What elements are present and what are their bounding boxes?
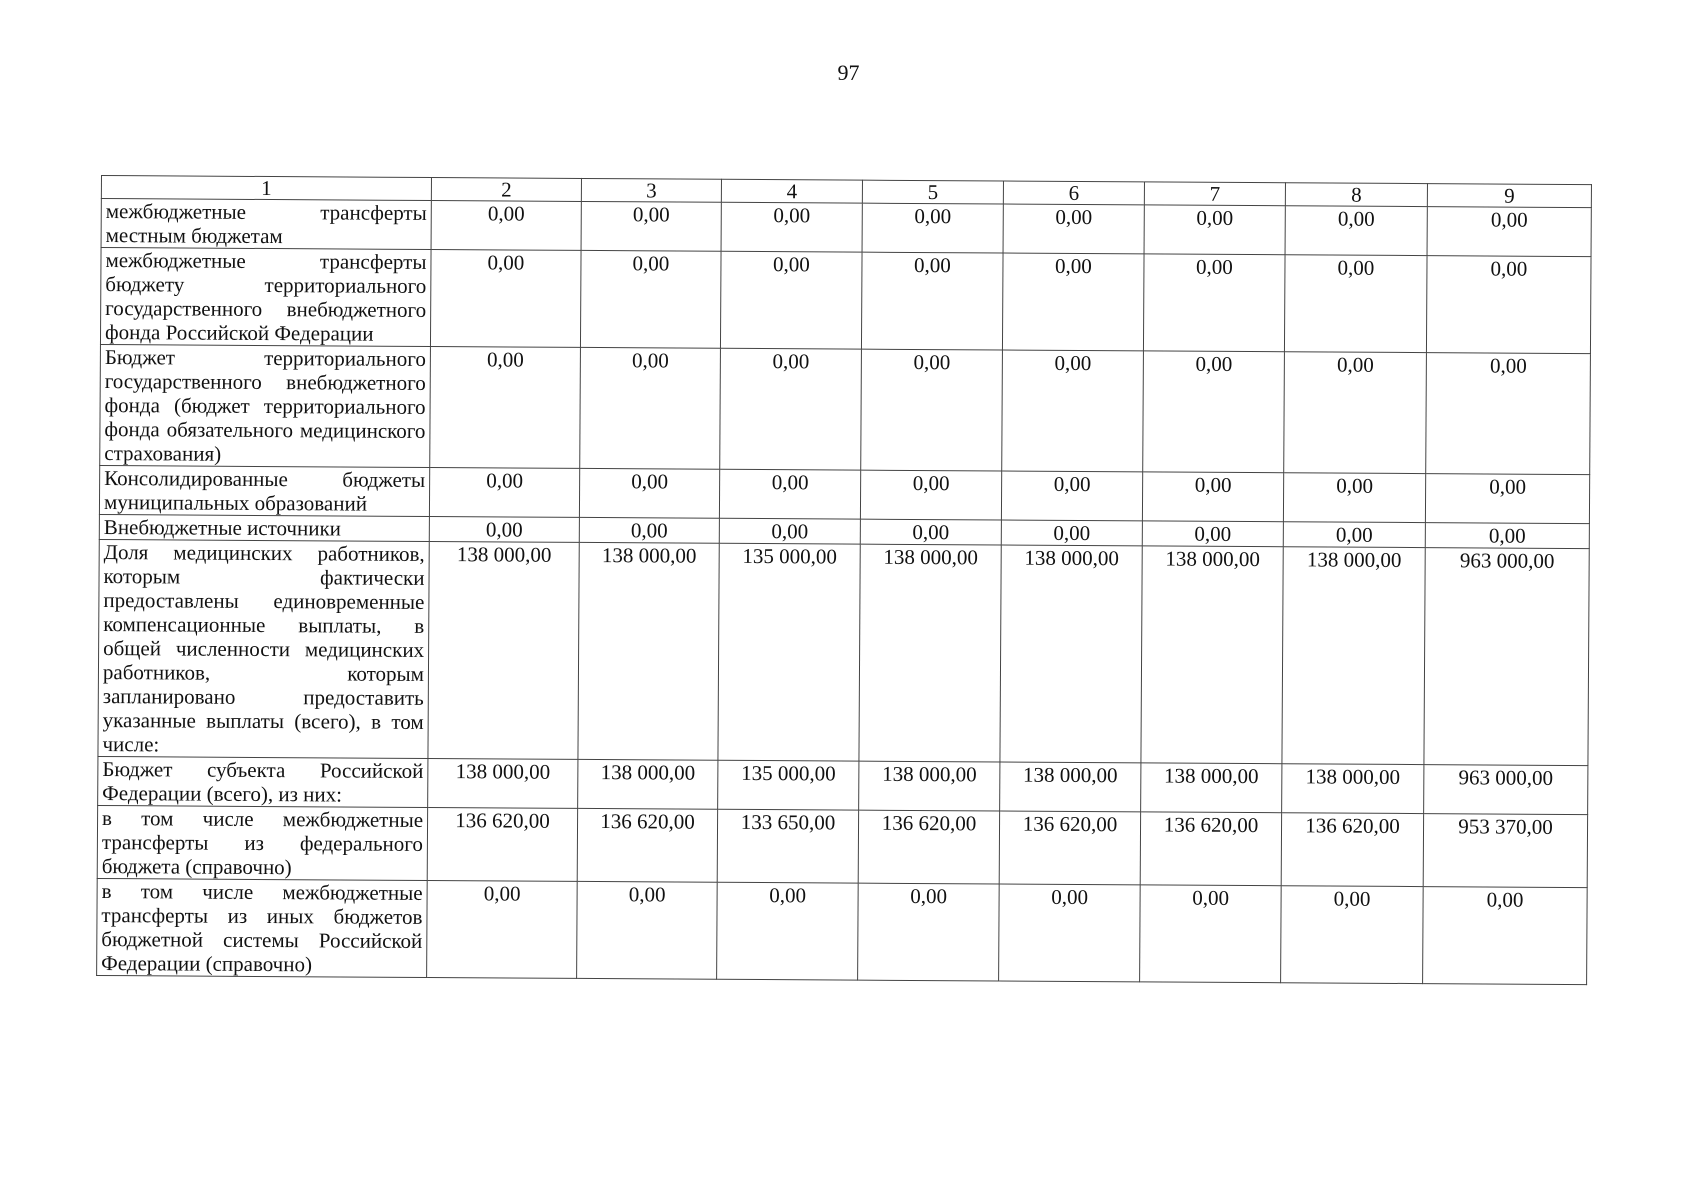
table-cell: 0,00 (858, 883, 1000, 981)
table-cell: 0,00 (720, 348, 862, 470)
table-cell: 0,00 (580, 347, 721, 469)
table-cell: 0,00 (1144, 205, 1285, 255)
table-cell: 0,00 (579, 517, 719, 543)
column-header: 4 (721, 179, 862, 203)
table-row (99, 465, 1589, 523)
table-cell: 0,00 (999, 884, 1141, 982)
table-cell: 0,00 (720, 251, 862, 349)
table-cell: 138 000,00 (578, 759, 718, 809)
table-cell: 0,00 (430, 250, 581, 348)
table-body (97, 199, 1592, 985)
row-label: Доля медицинских работников, которым фактически предоставлены единовременные компенсационные выплаты, в общей численности медицинских работников, которым запланировано предоставить указанные выплаты (всего), в том числе: (98, 539, 429, 758)
table-cell: 963 000,00 (1424, 765, 1588, 815)
table-cell: 0,00 (1423, 887, 1588, 985)
table-cell: 0,00 (719, 469, 860, 519)
column-header: 9 (1427, 184, 1591, 208)
table-cell: 0,00 (431, 201, 581, 251)
table-cell: 0,00 (1284, 255, 1427, 353)
table-cell: 0,00 (1425, 523, 1589, 549)
table-cell: 0,00 (721, 202, 862, 252)
table-cell: 138 000,00 (859, 544, 1001, 762)
table-cell: 136 620,00 (858, 810, 999, 884)
table-cell: 0,00 (577, 881, 718, 979)
row-label: Консолидированные бюджеты муниципальных образований (99, 465, 429, 516)
table-row (100, 248, 1591, 354)
budget-table (96, 175, 1592, 985)
row-label: Бюджет территориального государственного внебюджетного фонда (бюджет территориального фонда обязательного медицинского страхования) (100, 344, 431, 467)
table-cell: 133 650,00 (717, 809, 858, 883)
row-label: Бюджет субъекта Российской Федерации (всего), из них: (98, 756, 428, 807)
table-cell: 0,00 (1142, 472, 1283, 522)
table-cell: 138 000,00 (1282, 547, 1425, 765)
table-cell: 0,00 (1002, 350, 1144, 472)
table-cell: 0,00 (430, 347, 581, 469)
table-cell: 963 000,00 (1424, 548, 1589, 766)
table-cell: 138 000,00 (1000, 762, 1141, 812)
table-cell: 0,00 (1001, 471, 1142, 521)
table-cell: 0,00 (1281, 886, 1424, 984)
row-label: в том числе межбюджетные трансферты из федерального бюджета (справочно) (97, 805, 427, 880)
column-header: 1 (101, 176, 431, 201)
table-cell: 0,00 (862, 203, 1003, 253)
table-row (98, 539, 1589, 765)
table-cell: 0,00 (1426, 256, 1591, 354)
table-cell: 0,00 (860, 519, 1001, 545)
table-cell: 0,00 (579, 468, 719, 518)
column-header: 5 (862, 180, 1003, 204)
table-cell: 0,00 (581, 201, 721, 251)
table-cell: 138 000,00 (1141, 546, 1283, 764)
table-cell: 0,00 (1140, 885, 1282, 983)
table-cell: 0,00 (580, 250, 721, 348)
table-row (98, 756, 1588, 814)
table-cell: 138 000,00 (578, 542, 719, 760)
table-cell: 0,00 (861, 252, 1003, 350)
table-cell: 138 000,00 (428, 542, 579, 760)
table-row (97, 878, 1588, 984)
column-header: 7 (1144, 182, 1285, 206)
row-label: Внебюджетные источники (99, 514, 429, 541)
table-cell: 0,00 (429, 468, 579, 518)
table-row (100, 344, 1591, 474)
table-cell: 0,00 (1002, 253, 1144, 351)
page-number: 97 (837, 60, 860, 85)
table-cell: 136 620,00 (999, 811, 1140, 885)
table-cell: 0,00 (1283, 473, 1425, 523)
table-cell: 0,00 (1426, 353, 1591, 475)
table-cell: 136 620,00 (1140, 812, 1281, 886)
table-cell: 0,00 (1003, 204, 1144, 254)
table-cell: 136 620,00 (427, 808, 577, 882)
table-cell: 0,00 (1284, 352, 1427, 474)
column-header: 2 (431, 178, 581, 202)
table-cell: 0,00 (717, 882, 859, 980)
table-cell: 0,00 (860, 470, 1001, 520)
table-cell: 136 620,00 (1281, 813, 1423, 887)
table-cell: 0,00 (1427, 207, 1591, 257)
table-cell: 0,00 (719, 518, 860, 544)
table-cell: 0,00 (1143, 254, 1285, 352)
column-header: 8 (1285, 183, 1427, 207)
table-cell: 0,00 (1142, 521, 1283, 547)
table-cell: 138 000,00 (1282, 764, 1424, 814)
table-cell: 953 370,00 (1423, 814, 1587, 888)
table-cell: 138 000,00 (428, 759, 578, 809)
table-row (97, 805, 1587, 887)
table-cell: 0,00 (861, 349, 1003, 471)
row-label: в том числе межбюджетные трансферты из иных бюджетов бюджетной системы Российской Федерации (справочно) (97, 878, 428, 977)
column-header: 6 (1003, 181, 1144, 205)
table-cell: 135 000,00 (718, 760, 859, 810)
table-cell: 136 620,00 (577, 808, 717, 882)
table-cell: 0,00 (1285, 206, 1427, 256)
table-cell: 138 000,00 (1141, 763, 1282, 813)
table-cell: 138 000,00 (859, 761, 1000, 811)
table-cell: 138 000,00 (1000, 545, 1142, 763)
column-header: 3 (581, 178, 721, 202)
table-cell: 0,00 (1143, 351, 1285, 473)
table-cell: 0,00 (429, 517, 579, 543)
row-label: межбюджетные трансферты местным бюджетам (101, 199, 431, 250)
table-cell: 135 000,00 (718, 543, 860, 761)
table-cell: 0,00 (1001, 520, 1142, 546)
table-cell: 0,00 (427, 881, 578, 979)
table-cell: 0,00 (1425, 474, 1589, 524)
row-label: межбюджетные трансферты бюджету территориального государственного внебюджетного фонда Российской Федерации (100, 248, 431, 347)
table-cell: 0,00 (1283, 522, 1425, 548)
